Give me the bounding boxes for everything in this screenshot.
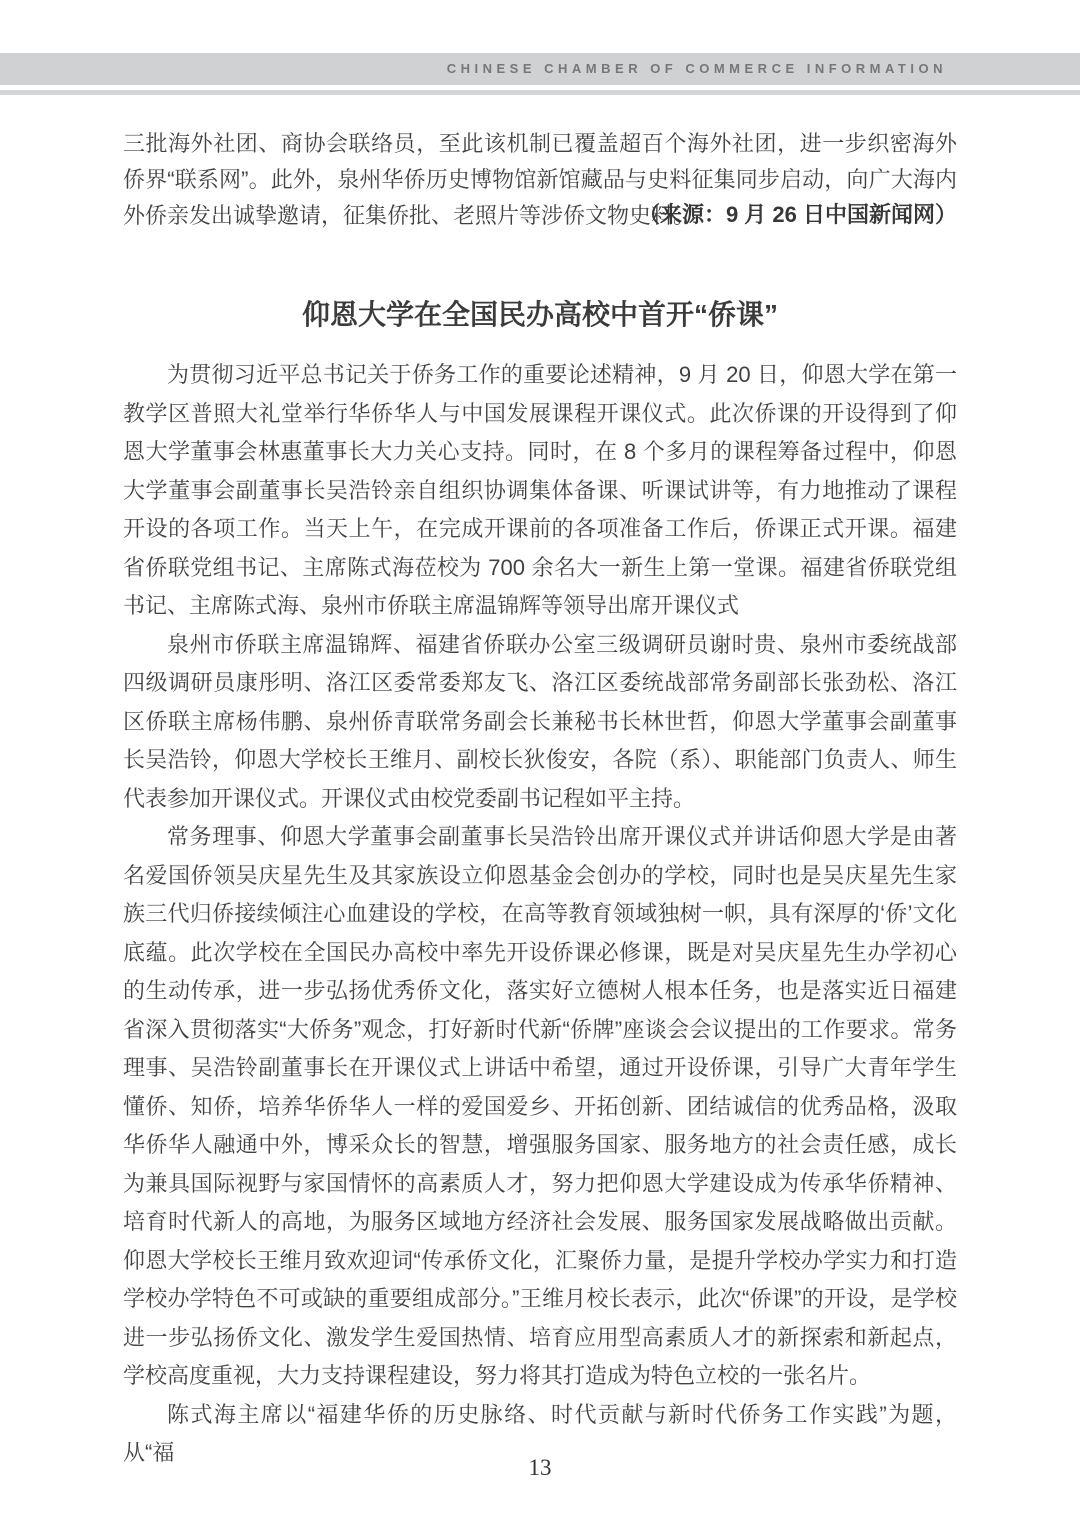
article-paragraph-1: 为贯彻习近平总书记关于侨务工作的重要论述精神，9 月 20 日，仰恩大学在第一教学区普照大礼堂举行华侨华人与中国发展课程开课仪式。此次侨课的开设得到了仰恩大学董事会林惠董事长大力关心支持。同时，在 8 个多月的课程筹备过程中，仰恩大学董事会副董事长吴浩铃亲自组织协调集体备课、听课试讲等，有力地推动了课程开设的各项工作。当天上午，在完成开课前的各项准备工作后，侨课正式开课。福建省侨联党组书记、主席陈式海莅校为 700 余名大一新生上第一堂课。福建省侨联党组书记、主席陈式海、泉州市侨联主席温锦辉等领导出席开课仪式 (123, 362, 957, 618)
header-banner-underline (0, 90, 1080, 95)
article-title: 仰恩大学在全国民办高校中首开“侨课” (301, 299, 778, 330)
article-paragraph-4: 陈式海主席以“福建华侨的历史脉络、时代贡献与新时代侨务工作实践”为题，从“福 (123, 1401, 957, 1465)
previous-article-paragraph: 三批海外社团、商协会联络员，至此该机制已覆盖超百个海外社团，进一步织密海外侨界“联系网”。此外，泉州华侨历史博物馆新馆藏品与史料征集同步启动，向广大海内外侨亲发出诚挚邀请，征集侨批、老照片等涉侨文物史料。 (123, 131, 957, 228)
article-paragraph-3: 常务理事、仰恩大学董事会副董事长吴浩铃出席开课仪式并讲话仰恩大学是由著名爱国侨领吴庆星先生及其家族设立仰恩基金会创办的学校，同时也是吴庆星先生家族三代归侨接续倾注心血建设的学校，在高等教育领域独树一帜，具有深厚的‘侨’文化底蕴。此次学校在全国民办高校中率先开设侨课必修课，既是对吴庆星先生办学初心的生动传承，进一步弘扬优秀侨文化，落实好立德树人根本任务，也是落实近日福建省深入贯彻落实“大侨务”观念，打好新时代新“侨牌”座谈会会议提出的工作要求。常务理事、吴浩铃副董事长在开课仪式上讲话中希望，通过开设侨课，引导广大青年学生懂侨、知侨，培养华侨华人一样的爱国爱乡、开拓创新、团结诚信的优秀品格，汲取华侨华人融通中外，博采众长的智慧，增强服务国家、服务地方的社会责任感，成长为兼具国际视野与家国情怀的高素质人才，努力把仰恩大学建设成为传承华侨精神、培育时代新人的高地，为服务区域地方经济社会发展、服务国家发展战略做出贡献。仰恩大学校长王维月致欢迎词“传承侨文化，汇聚侨力量，是提升学校办学实力和打造学校办学特色不可或缺的重要组成部分。”王维月校长表示，此次“侨课”的开设，是学校进一步弘扬侨文化、激发学生爱国热情、培育应用型高素质人才的新探索和新起点，学校高度重视，大力支持课程建设，努力将其打造成为特色立校的一张名片。 (123, 824, 957, 1388)
article-paragraph-2: 泉州市侨联主席温锦辉、福建省侨联办公室三级调研员谢时贵、泉州市委统战部四级调研员康彤明、洛江区委常委郑友飞、洛江区委统战部常务副部长张劲松、洛江区侨联主席杨伟鹏、泉州侨青联常务副会长兼秘书长林世哲，仰恩大学董事会副董事长吴浩铃，仰恩大学校长王维月、副校长狄俊安，各院（系）、职能部门负责人、师生代表参加开课仪式。开课仪式由校党委副书记程如平主持。 (123, 631, 957, 811)
article-body (123, 356, 957, 1473)
header-banner-title: CHINESE CHAMBER OF COMMERCE INFORMATION (446, 61, 947, 76)
header-banner (0, 53, 1080, 85)
source-attribution: （来源：9 月 26 日中国新闻网） (637, 202, 957, 227)
page-number: 13 (528, 1455, 552, 1480)
